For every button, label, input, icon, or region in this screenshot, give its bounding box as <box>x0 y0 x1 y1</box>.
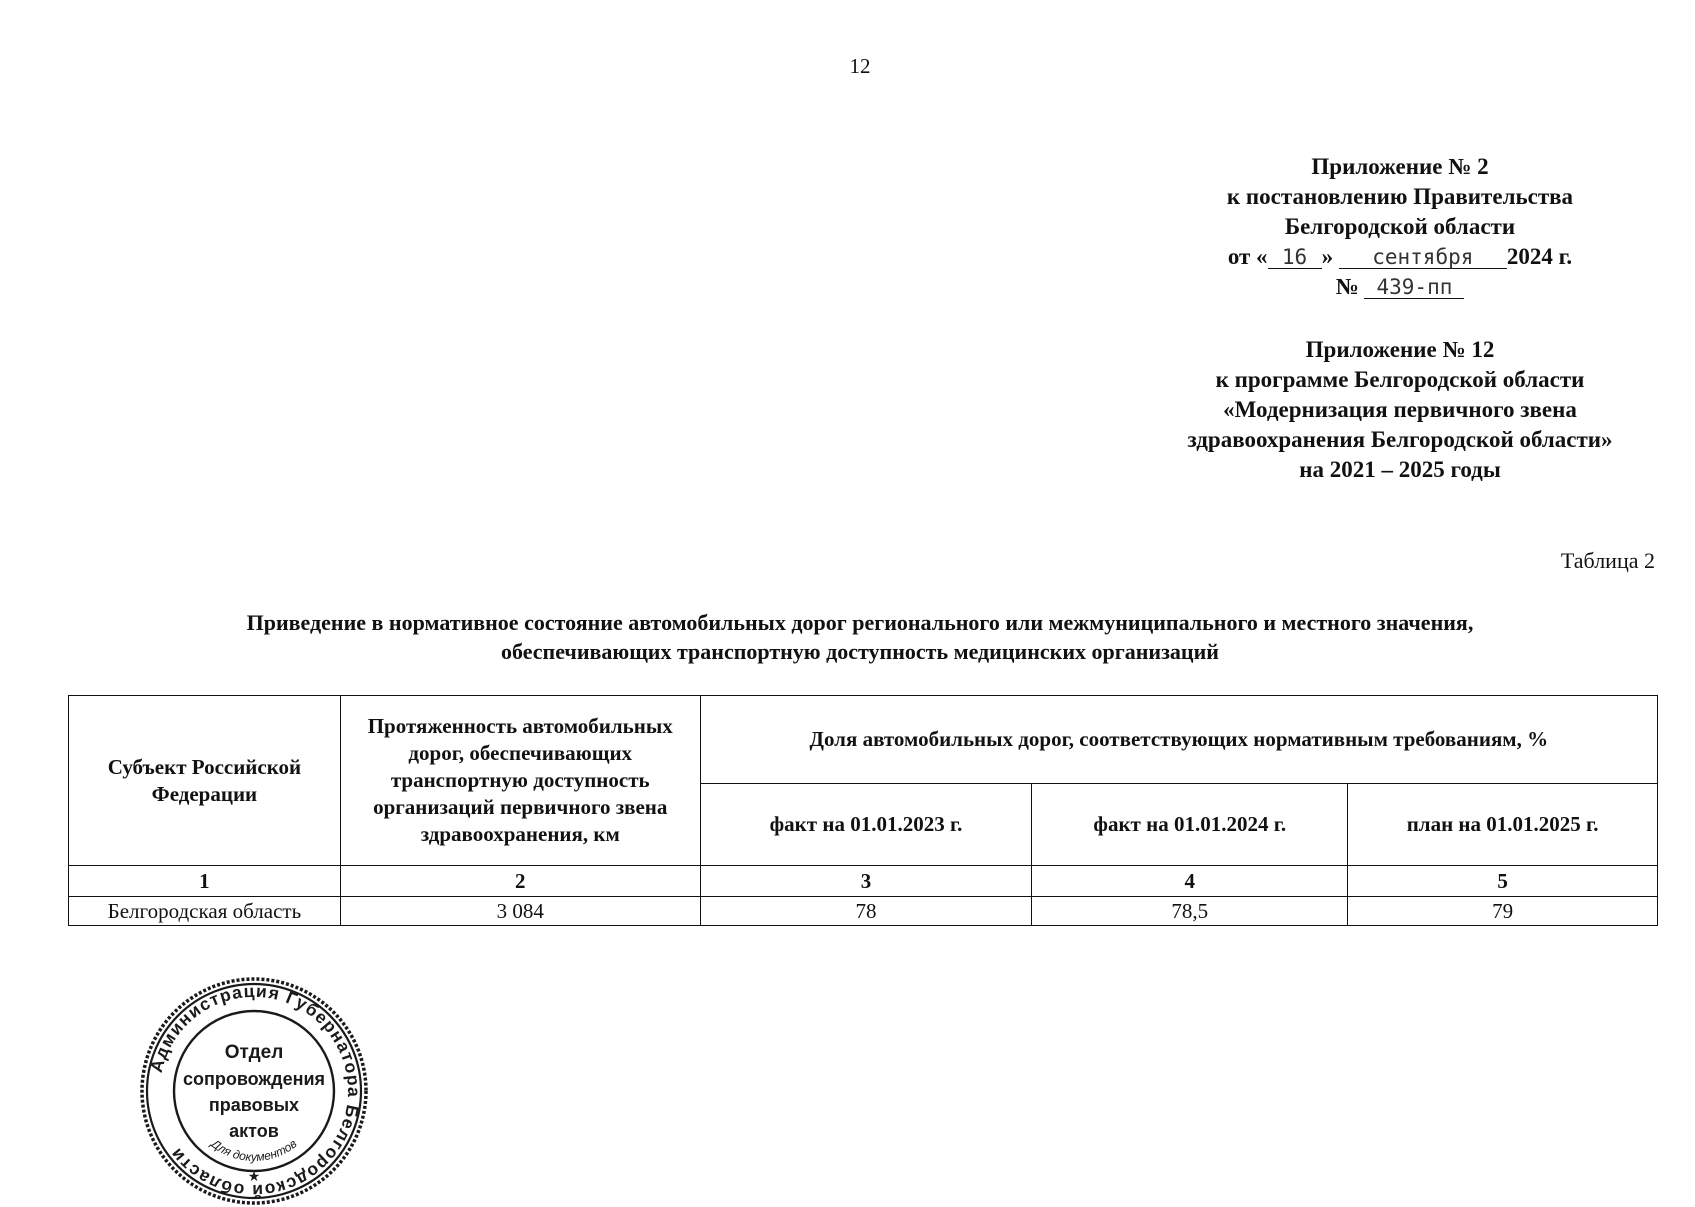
column-number: 3 <box>700 866 1032 897</box>
official-seal <box>138 975 370 1207</box>
seal-ring-text: Администрация Губернатора Белгородской области <box>145 980 365 1202</box>
appendix-12-line1: к программе Белгородской области <box>1215 367 1585 392</box>
header-share: Доля автомобильных дорог, соответствующих нормативным требованиям, % <box>700 696 1657 784</box>
appendix-12-line2: «Модернизация первичного звена <box>1223 397 1577 422</box>
column-number: 1 <box>69 866 341 897</box>
page-number: 12 <box>849 54 871 78</box>
seal-bottom-text: Для документов <box>208 1136 300 1165</box>
appendix-2-line2: Белгородской области <box>1284 214 1516 239</box>
appendix-2-date-line <box>1040 242 1695 272</box>
column-number: 5 <box>1348 866 1658 897</box>
appendix-12-line3: здравоохранения Белгородской области» <box>1187 427 1613 452</box>
cell-length: 3 084 <box>340 897 700 926</box>
document-title-line2: обеспечивающих транспортную доступность медицинских организаций <box>501 639 1219 664</box>
appendix-12-line4: на 2021 – 2025 годы <box>1299 457 1501 482</box>
seal-inner-line: сопровождения <box>182 1069 326 1089</box>
seal-inner-line: правовых <box>208 1095 300 1115</box>
appendix-2-block <box>1040 152 1695 302</box>
column-number-row <box>69 866 1658 897</box>
date-mid: » <box>1321 244 1334 269</box>
appendix-12-block <box>1040 335 1695 485</box>
seal-inner-line: актов <box>229 1121 279 1141</box>
header-length: Протяженность автомобильных дорог, обеспечивающих транспортную доступность организаций первичного звена здравоохранения, км <box>340 696 700 866</box>
document-title-line1: Приведение в нормативное состояние автомобильных дорог регионального или межмуниципального и местного значения, <box>246 610 1474 635</box>
header-fact-2024: факт на 01.01.2024 г. <box>1032 784 1348 866</box>
cell-plan-2025: 79 <box>1348 897 1658 926</box>
column-number: 2 <box>340 866 700 897</box>
date-month: сентября <box>1339 246 1507 269</box>
roads-table <box>68 695 1658 926</box>
cell-fact-2023: 78 <box>700 897 1032 926</box>
table-row <box>69 897 1658 926</box>
header-fact-2023: факт на 01.01.2023 г. <box>700 784 1032 866</box>
date-day: 16 <box>1268 246 1322 269</box>
cell-fact-2024: 78,5 <box>1032 897 1348 926</box>
appendix-2-title: Приложение № 2 <box>1311 154 1489 179</box>
appendix-2-number-line <box>1040 272 1695 302</box>
date-prefix: от « <box>1227 244 1268 269</box>
column-number: 4 <box>1032 866 1348 897</box>
header-subject: Субъект Российской Федерации <box>69 696 341 866</box>
seal-inner-line: Отдел <box>224 1042 284 1063</box>
cell-subject: Белгородская область <box>69 897 341 926</box>
appendix-12-title: Приложение № 12 <box>1305 337 1495 362</box>
decree-number: 439-пп <box>1364 276 1464 299</box>
document-title <box>0 608 1695 666</box>
seal-star-icon: ★ <box>247 1170 261 1185</box>
appendix-2-line1: к постановлению Правительства <box>1226 184 1574 209</box>
header-plan-2025: план на 01.01.2025 г. <box>1348 784 1658 866</box>
date-year: 2024 г. <box>1506 244 1573 269</box>
number-prefix: № <box>1335 274 1359 299</box>
seal-inner-ring <box>174 1011 334 1171</box>
table-label: Таблица 2 <box>1560 548 1655 573</box>
